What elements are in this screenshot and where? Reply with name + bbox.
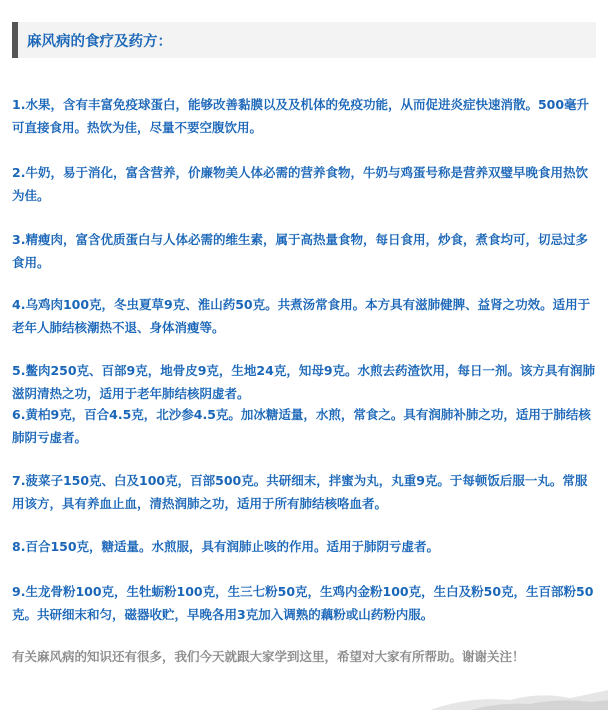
remedy-item-9: 9.生龙骨粉100克，生牡蛎粉100克，生三七粉50克，生鸡内金粉100克，生白及粉50克，生百部粉50克。共研细末和匀，磁器收贮，早晚各用3克加入调熟的藕粉或山药粉内服。	[12, 584, 594, 622]
header-accent-bar	[12, 22, 18, 58]
remedy-item-1: 1.水果，含有丰富免疫球蛋白，能够改善黏膜以及及机体的免疫功能，从而促进炎症快速消散。500毫升可直接食用。热饮为佳，尽量不要空腹饮用。	[12, 97, 590, 135]
remedy-item-3: 3.精瘦肉，富含优质蛋白与人体必需的维生素，属于高热量食物，每日食用，炒食，煮食均可，切忌过多食用。	[12, 232, 588, 270]
remedy-item-4: 4.乌鸡肉100克，冬虫夏草9克、淮山药50克。共煮汤常食用。本方具有滋肺健脾、益肾之功效。适用于老年人肺结核潮热不退、身体消瘦等。	[12, 297, 591, 335]
remedy-item-6: 6.黄柏9克，百合4.5克，北沙参4.5克。加冰糖适量，水煎，常食之。具有润肺补肺之功，适用于肺结核肺阴亏虚者。	[12, 407, 591, 445]
section-title: 麻风病的食疗及药方：	[27, 34, 172, 50]
closing-paragraph: 有关麻风病的知识还有很多，我们今天就跟大家学到这里，希望对大家有所帮助。谢谢关注！	[12, 649, 525, 664]
remedy-item-2: 2.牛奶，易于消化，富含营养，价廉物美人体必需的营养食物，牛奶与鸡蛋号称是营养双璧早晚食用热饮为佳。	[12, 165, 588, 203]
remedy-item-5: 5.鳖肉250克、百部9克，地骨皮9克，生地24克，知母9克。水煎去药渣饮用，每日一剂。该方具有润肺滋阴清热之功，适用于老年肺结核阴虚者。	[12, 363, 596, 401]
section-header	[12, 22, 596, 58]
remedy-item-7: 7.菠菜子150克、白及100克，百部500克。共研细末，拌蜜为丸，丸重9克。于每顿饭后服一丸。常服用该方，具有养血止血，清热润肺之功，适用于所有肺结核咯血者。	[12, 473, 588, 511]
ink-wash-decoration	[0, 684, 608, 710]
remedy-item-8: 8.百合150克，糖适量。水煎服，具有润肺止咳的作用。适用于肺阴亏虚者。	[12, 539, 440, 554]
